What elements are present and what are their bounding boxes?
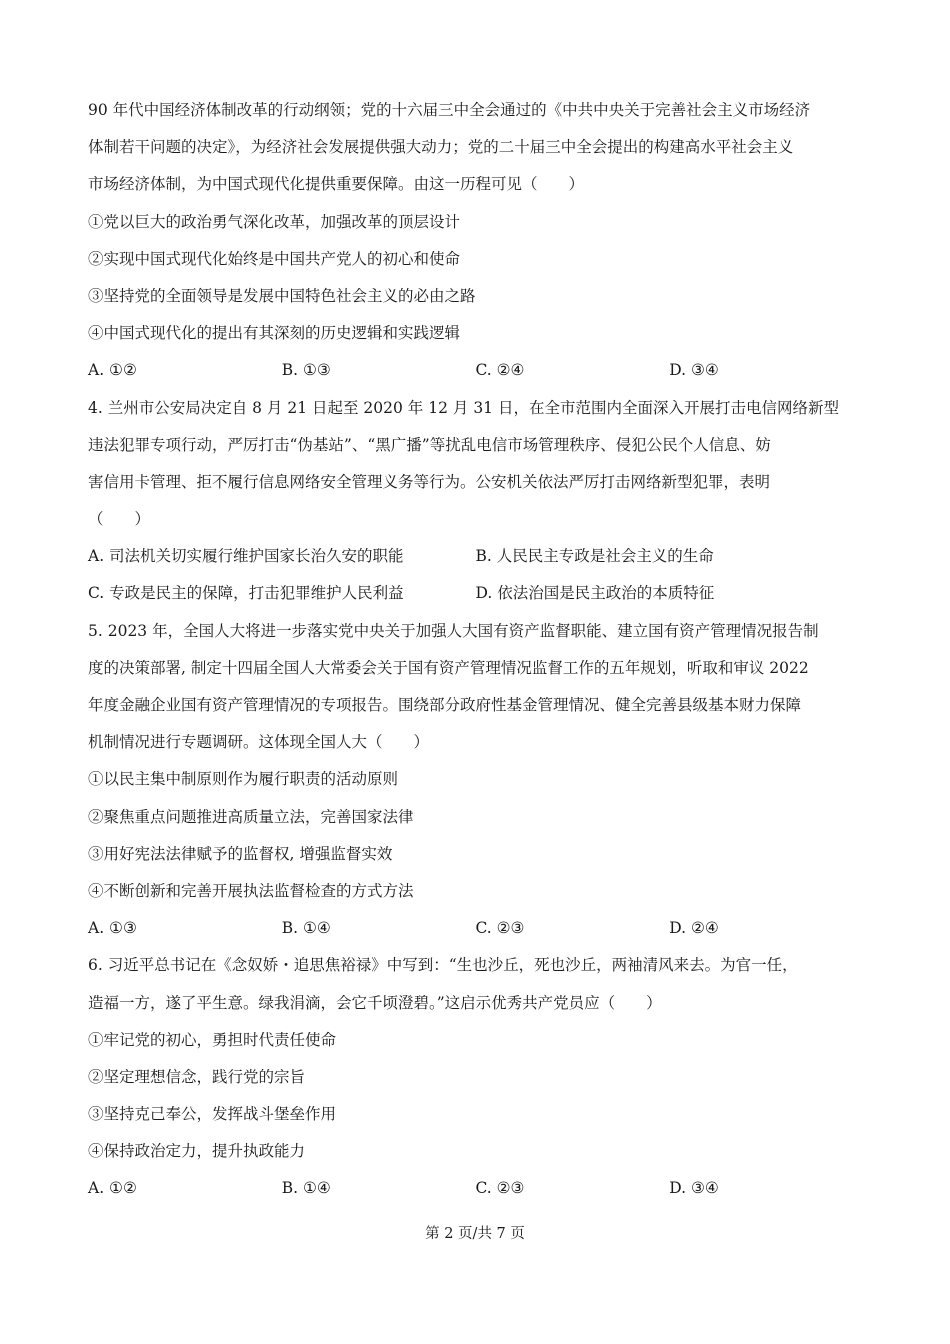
q4-option-c: C. 专政是民主的保障，打击犯罪维护人民利益 [88, 584, 404, 603]
question-4 [88, 390, 863, 613]
q5-option-c: C. ②③ [475, 919, 525, 938]
q3-statement-2: ②实现中国式现代化始终是中国共产党人的初心和使命 [88, 249, 461, 268]
q4-option-a: A. 司法机关切实履行维护国家长治久安的职能 [88, 547, 404, 566]
q6-statement-4: ④保持政治定力，提升执政能力 [88, 1142, 306, 1161]
q5-stem-line-1: 5. 2023 年，全国人大将进一步落实党中央关于加强人大国有资产监督职能、建立国有资产管理情况报告制 [88, 621, 819, 640]
q3-stem-line-2: 体制若干问题的决定》，为经济社会发展提供强大动力；党的二十届三中全会提出的构建高水平社会主义 [88, 138, 794, 157]
exam-page [88, 92, 863, 1208]
q6-stem-line-2: 造福一方，遂了平生意。绿我涓滴，会它千顷澄碧。”这启示优秀共产党员应（ ） [88, 993, 662, 1012]
question-5 [88, 613, 863, 948]
q3-option-a: A. ①② [88, 361, 137, 380]
q5-stem-line-3: 年度金融企业国有资产管理情况的专项报告。围绕部分政府性基金管理情况、健全完善县级基本财力保障 [88, 696, 802, 714]
q3-options [88, 352, 863, 389]
q6-options [88, 1170, 863, 1207]
q5-option-a: A. ①③ [88, 919, 137, 938]
q6-option-a: A. ①② [88, 1179, 137, 1198]
q4-stem-line-4: （ ） [88, 510, 151, 529]
q5-option-d: D. ②④ [669, 919, 719, 938]
q3-stem-line-1: 90 年代中国经济体制改革的行动纲领；党的十六届三中全会通过的《中共中央关于完善社会主义市场经济 [88, 101, 811, 119]
q4-stem-line-1: 4. 兰州市公安局决定自 8 月 21 日起至 2020 年 12 月 31 日，在全市范围内全面深入开展打击电信网络新型 [88, 398, 839, 417]
q6-statement-2: ②坚定理想信念，践行党的宗旨 [88, 1067, 306, 1086]
q6-statement-1: ①牢记党的初心，勇担时代责任使命 [88, 1030, 337, 1049]
q4-options-row-1 [88, 538, 863, 575]
q3-option-c: C. ②④ [475, 361, 525, 380]
q6-stem-line-1: 6. 习近平总书记在《念奴娇・追思焦裕禄》中写到：“生也沙丘，死也沙丘，两袖清风来去。为官一任， [88, 956, 798, 975]
q4-option-b: B. 人民民主专政是社会主义的生命 [475, 547, 714, 566]
q6-option-c: C. ②③ [475, 1179, 525, 1198]
q6-option-b: B. ①④ [281, 1179, 331, 1198]
q5-stem-line-2: 度的决策部署, 制定十四届全国人大常委会关于国有资产管理情况监督工作的五年规划，听取和审议 2022 [88, 658, 809, 677]
q5-statement-1: ①以民主集中制原则作为履行职责的活动原则 [88, 770, 399, 789]
q3-statement-1: ①党以巨大的政治勇气深化改革，加强改革的顶层设计 [88, 212, 461, 231]
q6-option-d: D. ③④ [669, 1179, 719, 1198]
q5-statement-4: ④不断创新和完善开展执法监督检查的方式方法 [88, 881, 414, 900]
q3-statement-4: ④中国式现代化的提出有其深刻的历史逻辑和实践逻辑 [88, 324, 461, 343]
q6-statement-3: ③坚持克己奉公，发挥战斗堡垒作用 [88, 1105, 337, 1124]
q5-statement-2: ②聚焦重点问题推进高质量立法，完善国家法律 [88, 807, 414, 826]
q5-statement-3: ③用好宪法法律赋予的监督权, 增强监督实效 [88, 844, 393, 863]
q3-stem-line-3: 市场经济体制，为中国式现代化提供重要保障。由这一历程可见（ ） [88, 175, 585, 194]
q3-option-d: D. ③④ [669, 361, 719, 380]
q5-stem-line-4: 机制情况进行专题调研。这体现全国人大（ ） [88, 733, 430, 752]
question-3 [88, 92, 863, 390]
q4-option-d: D. 依法治国是民主政治的本质特征 [475, 584, 715, 603]
question-6 [88, 947, 863, 1207]
q4-stem-line-2: 违法犯罪专项行动，严厉打击“伪基站”、“黑广播”等扰乱电信市场管理秩序、侵犯公民个人信息、妨 [88, 435, 771, 454]
q5-options [88, 910, 863, 947]
q4-options-row-2 [88, 575, 863, 612]
q4-stem-line-3: 害信用卡管理、拒不履行信息网络安全管理义务等行为。公安机关依法严厉打击网络新型犯罪，表明 [88, 472, 771, 491]
q3-option-b: B. ①③ [281, 361, 331, 380]
q3-statement-3: ③坚持党的全面领导是发展中国特色社会主义的必由之路 [88, 286, 476, 305]
q5-option-b: B. ①④ [281, 919, 331, 938]
page-footer: 第 2 页/共 7 页 [425, 1226, 525, 1242]
